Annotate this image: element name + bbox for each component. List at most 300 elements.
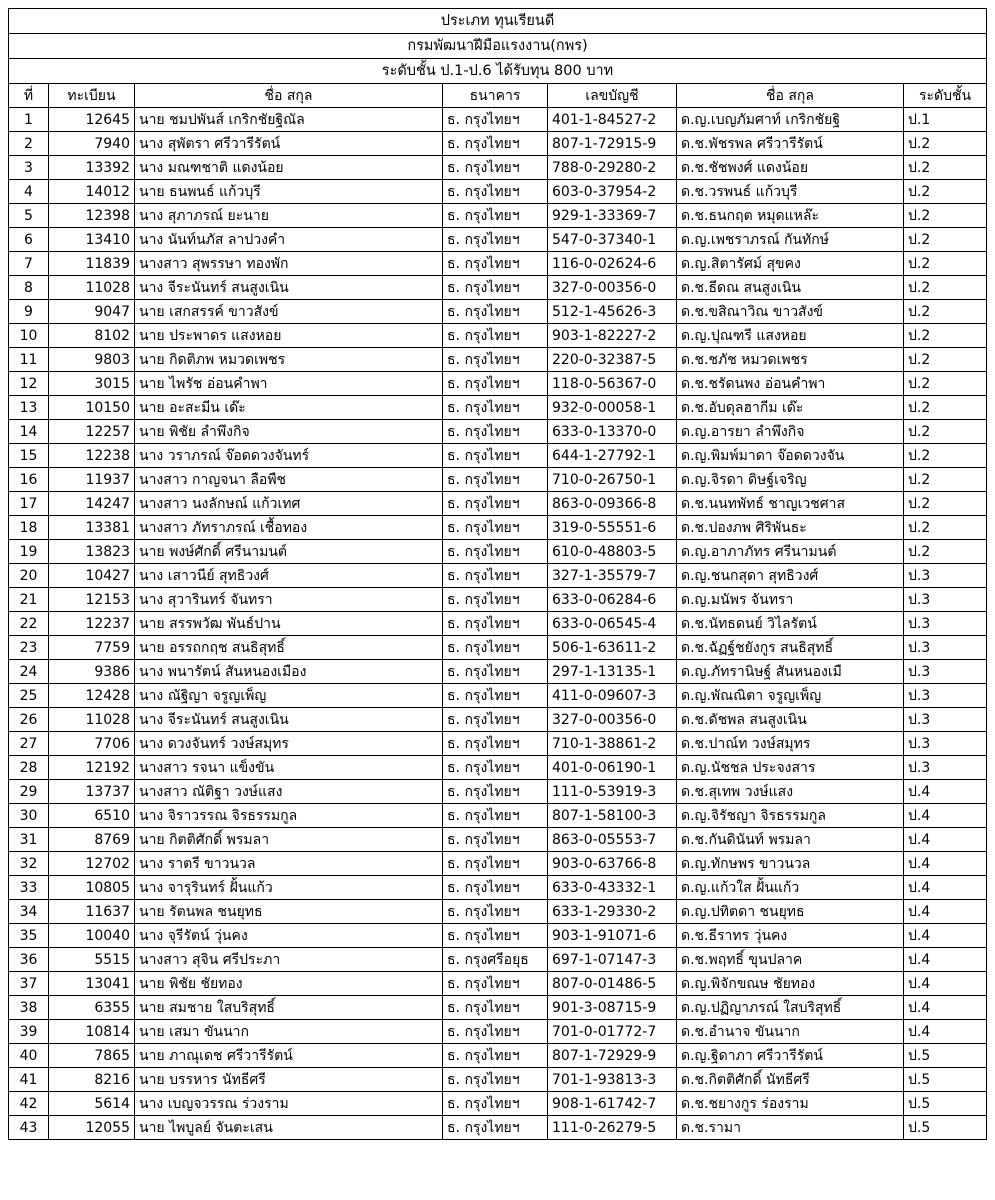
cell-parent-name: นางสาว กาญจนา ลือพืช xyxy=(135,468,443,492)
cell-level: ป.2 xyxy=(904,204,987,228)
table-row xyxy=(9,588,987,612)
cell-registration: 12428 xyxy=(49,684,135,708)
cell-child-name: ด.ช.ชัชพงศ์ แดงน้อย xyxy=(677,156,904,180)
table-row xyxy=(9,708,987,732)
cell-registration: 12153 xyxy=(49,588,135,612)
cell-child-name: ด.ญ.พัณณิตา จรูญเพ็ญ xyxy=(677,684,904,708)
cell-account: 633-0-06545-4 xyxy=(548,612,677,636)
cell-level: ป.3 xyxy=(904,636,987,660)
cell-parent-name: นาย ภาณุเดช ศรีวารีรัตน์ xyxy=(135,1044,443,1068)
cell-parent-name: นางสาว นงลักษณ์ แก้วเทศ xyxy=(135,492,443,516)
cell-registration: 10150 xyxy=(49,396,135,420)
title-level-amount: ระดับชั้น ป.1-ป.6 ได้รับทุน 800 บาท xyxy=(9,59,987,84)
table-row xyxy=(9,948,987,972)
cell-level: ป.5 xyxy=(904,1044,987,1068)
cell-registration: 11637 xyxy=(49,900,135,924)
cell-child-name: ด.ญ.เพชราภรณ์ กันทักษ์ xyxy=(677,228,904,252)
cell-registration: 3015 xyxy=(49,372,135,396)
cell-no: 10 xyxy=(9,324,49,348)
cell-account: 863-0-09366-8 xyxy=(548,492,677,516)
cell-bank: ธ. กรุงไทยฯ xyxy=(443,156,548,180)
cell-registration: 8769 xyxy=(49,828,135,852)
cell-parent-name: นางสาว สุจิน ศรีประภา xyxy=(135,948,443,972)
cell-account: 116-0-02624-6 xyxy=(548,252,677,276)
cell-level: ป.4 xyxy=(904,948,987,972)
header-level: ระดับชั้น xyxy=(904,84,987,108)
cell-bank: ธ. กรุงไทยฯ xyxy=(443,564,548,588)
table-row xyxy=(9,300,987,324)
cell-account: 633-0-43332-1 xyxy=(548,876,677,900)
cell-bank: ธ. กรุงไทยฯ xyxy=(443,1044,548,1068)
table-row xyxy=(9,876,987,900)
cell-registration: 8216 xyxy=(49,1068,135,1092)
cell-level: ป.2 xyxy=(904,300,987,324)
table-row xyxy=(9,1068,987,1092)
cell-account: 701-0-01772-7 xyxy=(548,1020,677,1044)
cell-no: 38 xyxy=(9,996,49,1020)
table-row xyxy=(9,660,987,684)
cell-parent-name: นาง นันท์นภัส ลาปวงคำ xyxy=(135,228,443,252)
cell-registration: 13381 xyxy=(49,516,135,540)
cell-registration: 12398 xyxy=(49,204,135,228)
cell-no: 30 xyxy=(9,804,49,828)
cell-no: 4 xyxy=(9,180,49,204)
cell-no: 35 xyxy=(9,924,49,948)
cell-level: ป.4 xyxy=(904,972,987,996)
cell-parent-name: นาง จีระนันทร์ สนสูงเนิน xyxy=(135,276,443,300)
cell-child-name: ด.ช.ปาณ์ท วงษ์สมุทร xyxy=(677,732,904,756)
cell-no: 16 xyxy=(9,468,49,492)
cell-account: 547-0-37340-1 xyxy=(548,228,677,252)
cell-bank: ธ. กรุงไทยฯ xyxy=(443,132,548,156)
cell-parent-name: นาย ชมปพันส์ เกริกชัยฐิณัล xyxy=(135,108,443,132)
cell-level: ป.4 xyxy=(904,804,987,828)
cell-registration: 12055 xyxy=(49,1116,135,1140)
cell-child-name: ด.ช.ดัชพล สนสูงเนิน xyxy=(677,708,904,732)
cell-account: 701-1-93813-3 xyxy=(548,1068,677,1092)
cell-no: 14 xyxy=(9,420,49,444)
cell-child-name: ด.ช.ชยางกูร ร่องราม xyxy=(677,1092,904,1116)
cell-account: 506-1-63611-2 xyxy=(548,636,677,660)
cell-parent-name: นางสาว สุพรรษา ทองพัก xyxy=(135,252,443,276)
cell-child-name: ด.ญ.นัชชล ประจงสาร xyxy=(677,756,904,780)
cell-level: ป.2 xyxy=(904,276,987,300)
table-row xyxy=(9,972,987,996)
cell-parent-name: นาย พิชัย ลำพึงกิจ xyxy=(135,420,443,444)
cell-account: 633-1-29330-2 xyxy=(548,900,677,924)
cell-registration: 10427 xyxy=(49,564,135,588)
cell-account: 297-1-13135-1 xyxy=(548,660,677,684)
header-registration: ทะเบียน xyxy=(49,84,135,108)
cell-registration: 12237 xyxy=(49,612,135,636)
table-row xyxy=(9,396,987,420)
cell-child-name: ด.ญ.ปทิตดา ชนยุทธ xyxy=(677,900,904,924)
cell-account: 929-1-33369-7 xyxy=(548,204,677,228)
table-row xyxy=(9,420,987,444)
cell-no: 11 xyxy=(9,348,49,372)
cell-no: 41 xyxy=(9,1068,49,1092)
cell-bank: ธ. กรุงไทยฯ xyxy=(443,684,548,708)
cell-bank: ธ. กรุงไทยฯ xyxy=(443,756,548,780)
table-row xyxy=(9,204,987,228)
cell-no: 23 xyxy=(9,636,49,660)
cell-no: 13 xyxy=(9,396,49,420)
header-child-name: ชื่อ สกุล xyxy=(677,84,904,108)
cell-level: ป.3 xyxy=(904,708,987,732)
cell-parent-name: นาย อรรถกฤช สนธิสุทธิ์ xyxy=(135,636,443,660)
table-row xyxy=(9,1044,987,1068)
cell-child-name: ด.ช.ธีราทร วุ่นคง xyxy=(677,924,904,948)
title-type: ประเภท ทุนเรียนดี xyxy=(9,9,987,34)
cell-parent-name: นาง เบญจวรรณ ร่วงราม xyxy=(135,1092,443,1116)
cell-child-name: ด.ญ.ภัทรานิษฐ์ สันหนองเมื xyxy=(677,660,904,684)
cell-bank: ธ. กรุงไทยฯ xyxy=(443,324,548,348)
cell-parent-name: นาย เสมา ขันนาก xyxy=(135,1020,443,1044)
cell-registration: 9386 xyxy=(49,660,135,684)
table-row xyxy=(9,828,987,852)
table-row xyxy=(9,276,987,300)
cell-no: 36 xyxy=(9,948,49,972)
cell-parent-name: นาง มณฑชาติ แดงน้อย xyxy=(135,156,443,180)
cell-account: 401-0-06190-1 xyxy=(548,756,677,780)
cell-registration: 14247 xyxy=(49,492,135,516)
cell-registration: 10814 xyxy=(49,1020,135,1044)
table-row xyxy=(9,804,987,828)
cell-registration: 14012 xyxy=(49,180,135,204)
cell-registration: 12702 xyxy=(49,852,135,876)
cell-parent-name: นาง จิราวรรณ จิรธรรมกูล xyxy=(135,804,443,828)
cell-bank: ธ. กรุงไทยฯ xyxy=(443,252,548,276)
cell-child-name: ด.ช.นัทธดนย์ วิไลรัตน์ xyxy=(677,612,904,636)
cell-level: ป.2 xyxy=(904,516,987,540)
cell-bank: ธ. กรุงไทยฯ xyxy=(443,300,548,324)
cell-account: 610-0-48803-5 xyxy=(548,540,677,564)
cell-bank: ธ. กรุงไทยฯ xyxy=(443,828,548,852)
cell-level: ป.2 xyxy=(904,468,987,492)
cell-no: 20 xyxy=(9,564,49,588)
cell-no: 1 xyxy=(9,108,49,132)
cell-parent-name: นาย เสกสรรค์ ขาวสังข์ xyxy=(135,300,443,324)
cell-child-name: ด.ช.นนทพัทธ์ ชาญเวชศาส xyxy=(677,492,904,516)
cell-level: ป.4 xyxy=(904,924,987,948)
cell-bank: ธ. กรุงไทยฯ xyxy=(443,204,548,228)
cell-child-name: ด.ช.ขสิณาวิณ ขาวสังข์ xyxy=(677,300,904,324)
cell-bank: ธ. กรุงไทยฯ xyxy=(443,276,548,300)
table-row xyxy=(9,684,987,708)
cell-no: 3 xyxy=(9,156,49,180)
cell-account: 644-1-27792-1 xyxy=(548,444,677,468)
table-row xyxy=(9,996,987,1020)
cell-level: ป.3 xyxy=(904,612,987,636)
cell-registration: 11839 xyxy=(49,252,135,276)
cell-registration: 5515 xyxy=(49,948,135,972)
cell-level: ป.3 xyxy=(904,660,987,684)
cell-parent-name: นาย สมชาย ใสบริสุทธิ์ xyxy=(135,996,443,1020)
cell-parent-name: นาย ไพรัช อ่อนคำพา xyxy=(135,372,443,396)
cell-no: 29 xyxy=(9,780,49,804)
table-row xyxy=(9,540,987,564)
cell-bank: ธ. กรุงไทยฯ xyxy=(443,492,548,516)
cell-account: 220-0-32387-5 xyxy=(548,348,677,372)
cell-level: ป.3 xyxy=(904,684,987,708)
cell-level: ป.2 xyxy=(904,156,987,180)
cell-no: 15 xyxy=(9,444,49,468)
cell-no: 21 xyxy=(9,588,49,612)
cell-child-name: ด.ช.อับดุลฮากีม เด๊ะ xyxy=(677,396,904,420)
cell-bank: ธ. กรุงไทยฯ xyxy=(443,876,548,900)
title-department: กรมพัฒนาฝีมือแรงงาน(กพร) xyxy=(9,34,987,59)
cell-child-name: ด.ญ.ทักษพร ขาวนวล xyxy=(677,852,904,876)
cell-bank: ธ. กรุงไทยฯ xyxy=(443,540,548,564)
cell-registration: 12645 xyxy=(49,108,135,132)
cell-child-name: ด.ช.ธนกฤต หมุดแหล๊ะ xyxy=(677,204,904,228)
cell-account: 788-0-29280-2 xyxy=(548,156,677,180)
cell-account: 319-0-55551-6 xyxy=(548,516,677,540)
cell-parent-name: นาง ดวงจันทร์ วงษ์สมุทร xyxy=(135,732,443,756)
cell-level: ป.4 xyxy=(904,852,987,876)
table-row xyxy=(9,228,987,252)
cell-bank: ธ. กรุงไทยฯ xyxy=(443,732,548,756)
cell-level: ป.4 xyxy=(904,996,987,1020)
table-row xyxy=(9,492,987,516)
cell-account: 327-0-00356-0 xyxy=(548,276,677,300)
cell-account: 807-1-72915-9 xyxy=(548,132,677,156)
cell-account: 903-0-63766-8 xyxy=(548,852,677,876)
cell-registration: 7865 xyxy=(49,1044,135,1068)
cell-level: ป.3 xyxy=(904,756,987,780)
cell-child-name: ด.ช.กิตติศักดิ์ นัทธีศรี xyxy=(677,1068,904,1092)
cell-child-name: ด.ญ.ปฏิญาภรณ์ ใสบริสุทธิ์ xyxy=(677,996,904,1020)
cell-level: ป.2 xyxy=(904,492,987,516)
cell-parent-name: นาง สุภาภรณ์ ยะนาย xyxy=(135,204,443,228)
cell-parent-name: นาย พิชัย ชัยทอง xyxy=(135,972,443,996)
cell-account: 863-0-05553-7 xyxy=(548,828,677,852)
cell-child-name: ด.ช.ชรัดนพง อ่อนคำพา xyxy=(677,372,904,396)
cell-registration: 7759 xyxy=(49,636,135,660)
cell-parent-name: นาย รัตนพล ชนยุทธ xyxy=(135,900,443,924)
cell-no: 8 xyxy=(9,276,49,300)
cell-no: 28 xyxy=(9,756,49,780)
cell-parent-name: นางสาว รจนา แข็งขัน xyxy=(135,756,443,780)
cell-no: 24 xyxy=(9,660,49,684)
cell-child-name: ด.ช.ฉัฏฐ์ชยังกูร สนธิสุทธิ์ xyxy=(677,636,904,660)
cell-account: 807-1-58100-3 xyxy=(548,804,677,828)
cell-bank: ธ. กรุงไทยฯ xyxy=(443,612,548,636)
cell-level: ป.5 xyxy=(904,1068,987,1092)
scholarship-sheet xyxy=(8,8,986,1140)
table-row xyxy=(9,924,987,948)
cell-registration: 11937 xyxy=(49,468,135,492)
header-no: ที่ xyxy=(9,84,49,108)
cell-bank: ธ. กรุงไทยฯ xyxy=(443,372,548,396)
cell-no: 34 xyxy=(9,900,49,924)
cell-child-name: ด.ช.ปองภพ ศิริพันธะ xyxy=(677,516,904,540)
table-row xyxy=(9,156,987,180)
cell-bank: ธ. กรุงไทยฯ xyxy=(443,180,548,204)
cell-no: 9 xyxy=(9,300,49,324)
header-parent-name: ชื่อ สกุล xyxy=(135,84,443,108)
table-row xyxy=(9,252,987,276)
cell-level: ป.2 xyxy=(904,180,987,204)
cell-bank: ธ. กรุงไทยฯ xyxy=(443,636,548,660)
cell-registration: 13737 xyxy=(49,780,135,804)
cell-registration: 13041 xyxy=(49,972,135,996)
table-row xyxy=(9,1020,987,1044)
cell-child-name: ด.ช.ชภัช หมวดเพชร xyxy=(677,348,904,372)
cell-no: 27 xyxy=(9,732,49,756)
cell-no: 43 xyxy=(9,1116,49,1140)
cell-level: ป.3 xyxy=(904,732,987,756)
cell-no: 18 xyxy=(9,516,49,540)
cell-bank: ธ. กรุงไทยฯ xyxy=(443,804,548,828)
cell-no: 39 xyxy=(9,1020,49,1044)
cell-parent-name: นาง ณัฐิญา จรูญเพ็ญ xyxy=(135,684,443,708)
table-row xyxy=(9,780,987,804)
cell-child-name: ด.ช.รามา xyxy=(677,1116,904,1140)
cell-account: 903-1-82227-2 xyxy=(548,324,677,348)
cell-bank: ธ. กรุงไทยฯ xyxy=(443,900,548,924)
cell-parent-name: นาย อะสะมีน เด๊ะ xyxy=(135,396,443,420)
cell-registration: 8102 xyxy=(49,324,135,348)
table-row xyxy=(9,324,987,348)
cell-account: 710-1-38861-2 xyxy=(548,732,677,756)
cell-bank: ธ. กรุงไทยฯ xyxy=(443,852,548,876)
cell-parent-name: นาง จุรีรัตน์ วุ่นคง xyxy=(135,924,443,948)
cell-child-name: ด.ญ.แก้วใส ฝั้นแก้ว xyxy=(677,876,904,900)
table-row xyxy=(9,468,987,492)
cell-no: 37 xyxy=(9,972,49,996)
cell-child-name: ด.ญ.พิมพ์มาดา จ๊อดดวงจัน xyxy=(677,444,904,468)
cell-child-name: ด.ญ.อาภาภัทร ศรีนามนต์ xyxy=(677,540,904,564)
table-row xyxy=(9,564,987,588)
cell-parent-name: นาง สุพัตรา ศรีวารีรัตน์ xyxy=(135,132,443,156)
cell-parent-name: นาย ประพาดร แสงหอย xyxy=(135,324,443,348)
cell-parent-name: นาย กิตติศักดิ์ พรมลา xyxy=(135,828,443,852)
cell-parent-name: นาย บรรหาร นัทธีศรี xyxy=(135,1068,443,1092)
cell-no: 31 xyxy=(9,828,49,852)
cell-level: ป.2 xyxy=(904,540,987,564)
header-row xyxy=(9,84,987,108)
cell-child-name: ด.ช.พฤทธิ์ ขุนปลาค xyxy=(677,948,904,972)
cell-account: 932-0-00058-1 xyxy=(548,396,677,420)
cell-bank: ธ. กรุงไทยฯ xyxy=(443,108,548,132)
cell-level: ป.2 xyxy=(904,132,987,156)
cell-account: 512-1-45626-3 xyxy=(548,300,677,324)
scholarship-table xyxy=(8,8,987,1140)
cell-parent-name: นาง สุวารินทร์ จันทรา xyxy=(135,588,443,612)
cell-no: 17 xyxy=(9,492,49,516)
table-row xyxy=(9,756,987,780)
cell-no: 33 xyxy=(9,876,49,900)
cell-registration: 7706 xyxy=(49,732,135,756)
cell-child-name: ด.ญ.อารยา ลำพึงกิจ xyxy=(677,420,904,444)
cell-registration: 12257 xyxy=(49,420,135,444)
table-body xyxy=(9,108,987,1140)
table-row xyxy=(9,180,987,204)
cell-registration: 13392 xyxy=(49,156,135,180)
table-row xyxy=(9,612,987,636)
cell-child-name: ด.ญ.ชนกสุดา สุทธิวงศ์ xyxy=(677,564,904,588)
cell-parent-name: นาง พนารัตน์ สันหนองเมือง xyxy=(135,660,443,684)
cell-bank: ธ. กรุงไทยฯ xyxy=(443,396,548,420)
cell-parent-name: นาง วราภรณ์ จ๊อดดวงจันทร์ xyxy=(135,444,443,468)
cell-level: ป.2 xyxy=(904,444,987,468)
cell-child-name: ด.ช.วรพนธ์ แก้วบุรี xyxy=(677,180,904,204)
cell-account: 111-0-26279-5 xyxy=(548,1116,677,1140)
cell-child-name: ด.ช.พัชรพล ศรีวารีรัตน์ xyxy=(677,132,904,156)
cell-level: ป.4 xyxy=(904,876,987,900)
cell-child-name: ด.ช.กันดินันท์ พรมลา xyxy=(677,828,904,852)
cell-child-name: ด.ญ.สิตารัศม์ สุขคง xyxy=(677,252,904,276)
cell-registration: 11028 xyxy=(49,708,135,732)
cell-registration: 13410 xyxy=(49,228,135,252)
cell-level: ป.2 xyxy=(904,228,987,252)
cell-account: 327-0-00356-0 xyxy=(548,708,677,732)
cell-no: 32 xyxy=(9,852,49,876)
cell-level: ป.2 xyxy=(904,252,987,276)
cell-account: 401-1-84527-2 xyxy=(548,108,677,132)
table-row xyxy=(9,372,987,396)
cell-registration: 6510 xyxy=(49,804,135,828)
cell-level: ป.2 xyxy=(904,348,987,372)
cell-child-name: ด.ญ.จิรดา ดิษฐ์เจริญ xyxy=(677,468,904,492)
cell-level: ป.3 xyxy=(904,564,987,588)
cell-registration: 10805 xyxy=(49,876,135,900)
cell-bank: ธ. กรุงไทยฯ xyxy=(443,972,548,996)
cell-account: 118-0-56367-0 xyxy=(548,372,677,396)
cell-no: 2 xyxy=(9,132,49,156)
cell-parent-name: นางสาว ณัติฐา วงษ์แสง xyxy=(135,780,443,804)
cell-parent-name: นาย ไพบูลย์ จันตะเสน xyxy=(135,1116,443,1140)
cell-account: 633-0-06284-6 xyxy=(548,588,677,612)
table-row xyxy=(9,108,987,132)
cell-account: 807-0-01486-5 xyxy=(548,972,677,996)
cell-level: ป.1 xyxy=(904,108,987,132)
cell-parent-name: นาง เสาวนีย์ สุทธิวงศ์ xyxy=(135,564,443,588)
cell-no: 6 xyxy=(9,228,49,252)
cell-registration: 9047 xyxy=(49,300,135,324)
cell-bank: ธ. กรุงไทยฯ xyxy=(443,468,548,492)
cell-bank: ธ. กรุงไทยฯ xyxy=(443,444,548,468)
cell-parent-name: นาย สรรพวัฒ พันธ์ปาน xyxy=(135,612,443,636)
cell-account: 807-1-72929-9 xyxy=(548,1044,677,1068)
cell-bank: ธ. กรุงไทยฯ xyxy=(443,228,548,252)
cell-parent-name: นาง ราตรี ขาวนวล xyxy=(135,852,443,876)
cell-registration: 5614 xyxy=(49,1092,135,1116)
cell-level: ป.2 xyxy=(904,420,987,444)
cell-child-name: ด.ญ.มนัพร จันทรา xyxy=(677,588,904,612)
cell-child-name: ด.ญ.ฐิดาภา ศรีวารีรัตน์ xyxy=(677,1044,904,1068)
cell-child-name: ด.ญ.เบญภัมศาท์ เกริกชัยฐิ xyxy=(677,108,904,132)
cell-account: 908-1-61742-7 xyxy=(548,1092,677,1116)
cell-account: 603-0-37954-2 xyxy=(548,180,677,204)
cell-no: 40 xyxy=(9,1044,49,1068)
cell-parent-name: นาง จีระนันทร์ สนสูงเนิน xyxy=(135,708,443,732)
cell-registration: 13823 xyxy=(49,540,135,564)
cell-registration: 10040 xyxy=(49,924,135,948)
table-row xyxy=(9,900,987,924)
header-bank: ธนาคาร xyxy=(443,84,548,108)
table-row xyxy=(9,516,987,540)
cell-bank: ธ. กรุงไทยฯ xyxy=(443,924,548,948)
cell-child-name: ด.ญ.พิจักขณษ ชัยทอง xyxy=(677,972,904,996)
cell-child-name: ด.ช.ธีดณ สนสูงเนิน xyxy=(677,276,904,300)
cell-child-name: ด.ญ.ปุณฑรี แสงหอย xyxy=(677,324,904,348)
cell-no: 5 xyxy=(9,204,49,228)
cell-account: 710-0-26750-1 xyxy=(548,468,677,492)
cell-registration: 6355 xyxy=(49,996,135,1020)
cell-account: 633-0-13370-0 xyxy=(548,420,677,444)
